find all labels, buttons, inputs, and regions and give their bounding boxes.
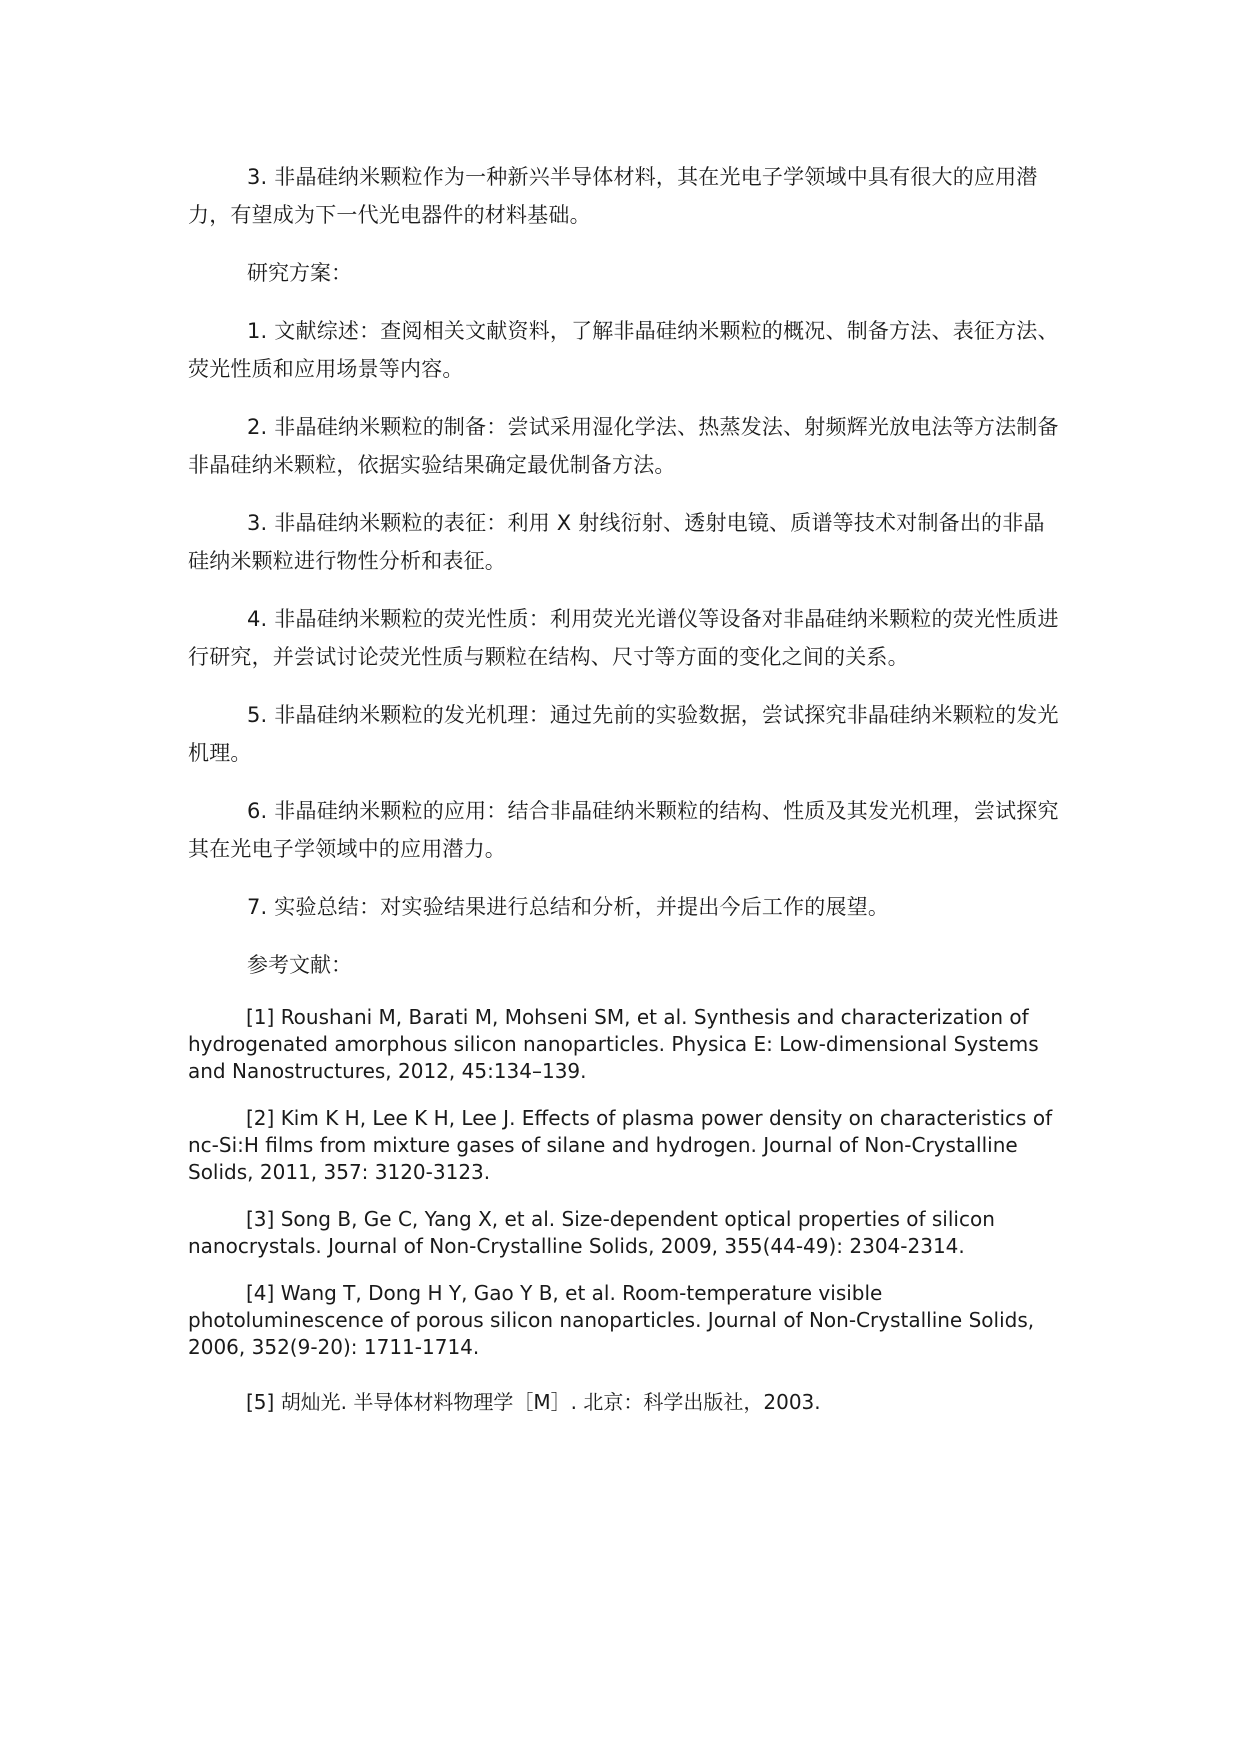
references-heading: 参考文献：: [247, 953, 352, 977]
plan-item-characterization: 3. 非晶硅纳米颗粒的表征：利用 X 射线衍射、透射电镜、质谱等技术对制备出的非晶硅纳米颗粒进行物性分析和表征。: [188, 511, 1045, 573]
paragraph-application-potential: 3. 非晶硅纳米颗粒作为一种新兴半导体材料，其在光电子学领域中具有很大的应用潜力，有望成为下一代光电器件的材料基础。: [188, 165, 1038, 227]
plan-item-preparation: 2. 非晶硅纳米颗粒的制备：尝试采用湿化学法、热蒸发法、射频辉光放电法等方法制备非晶硅纳米颗粒，依据实验结果确定最优制备方法。: [188, 415, 1059, 477]
reference-item-1: [1] Roushani M, Barati M, Mohseni SM, et al. Synthesis and characterization of hydrogenated amorphous silicon nanoparticles. Physica E: Low-dimensional Systems and Nanostructures, 2012, 45:134–139.: [188, 1005, 1039, 1083]
document-body: [188, 158, 1060, 1416]
plan-item-fluorescence: 4. 非晶硅纳米颗粒的荧光性质：利用荧光光谱仪等设备对非晶硅纳米颗粒的荧光性质进行研究，并尝试讨论荧光性质与颗粒在结构、尺寸等方面的变化之间的关系。: [188, 607, 1059, 669]
reference-item-2: [2] Kim K H, Lee K H, Lee J. Effects of plasma power density on characteristics of nc-Si:H films from mixture gases of silane and hydrogen. Journal of Non-Crystalline Solids, 2011, 357: 3120-3123.: [188, 1106, 1053, 1184]
reference-item-4: [4] Wang T, Dong H Y, Gao Y B, et al. Room-temperature visible photoluminescence of porous silicon nanoparticles. Journal of Non-Crystalline Solids, 2006, 352(9-20): 1711-1714.: [188, 1281, 1035, 1359]
plan-item-luminescence-mechanism: 5. 非晶硅纳米颗粒的发光机理：通过先前的实验数据，尝试探究非晶硅纳米颗粒的发光机理。: [188, 703, 1059, 765]
reference-item-5: [5] 胡灿光. 半导体材料物理学［M］. 北京：科学出版社，2003.: [246, 1390, 821, 1414]
research-plan-heading: 研究方案：: [247, 261, 352, 285]
plan-item-summary: 7. 实验总结：对实验结果进行总结和分析，并提出今后工作的展望。: [247, 895, 890, 919]
plan-item-literature-review: 1. 文献综述：查阅相关文献资料，了解非晶硅纳米颗粒的概况、制备方法、表征方法、荧光性质和应用场景等内容。: [188, 319, 1059, 381]
reference-item-3: [3] Song B, Ge C, Yang X, et al. Size-dependent optical properties of silicon nanocrystals. Journal of Non-Crystalline Solids, 2009, 355(44-49): 2304-2314.: [188, 1207, 995, 1258]
plan-item-application: 6. 非晶硅纳米颗粒的应用：结合非晶硅纳米颗粒的结构、性质及其发光机理，尝试探究其在光电子学领域中的应用潜力。: [188, 799, 1059, 861]
